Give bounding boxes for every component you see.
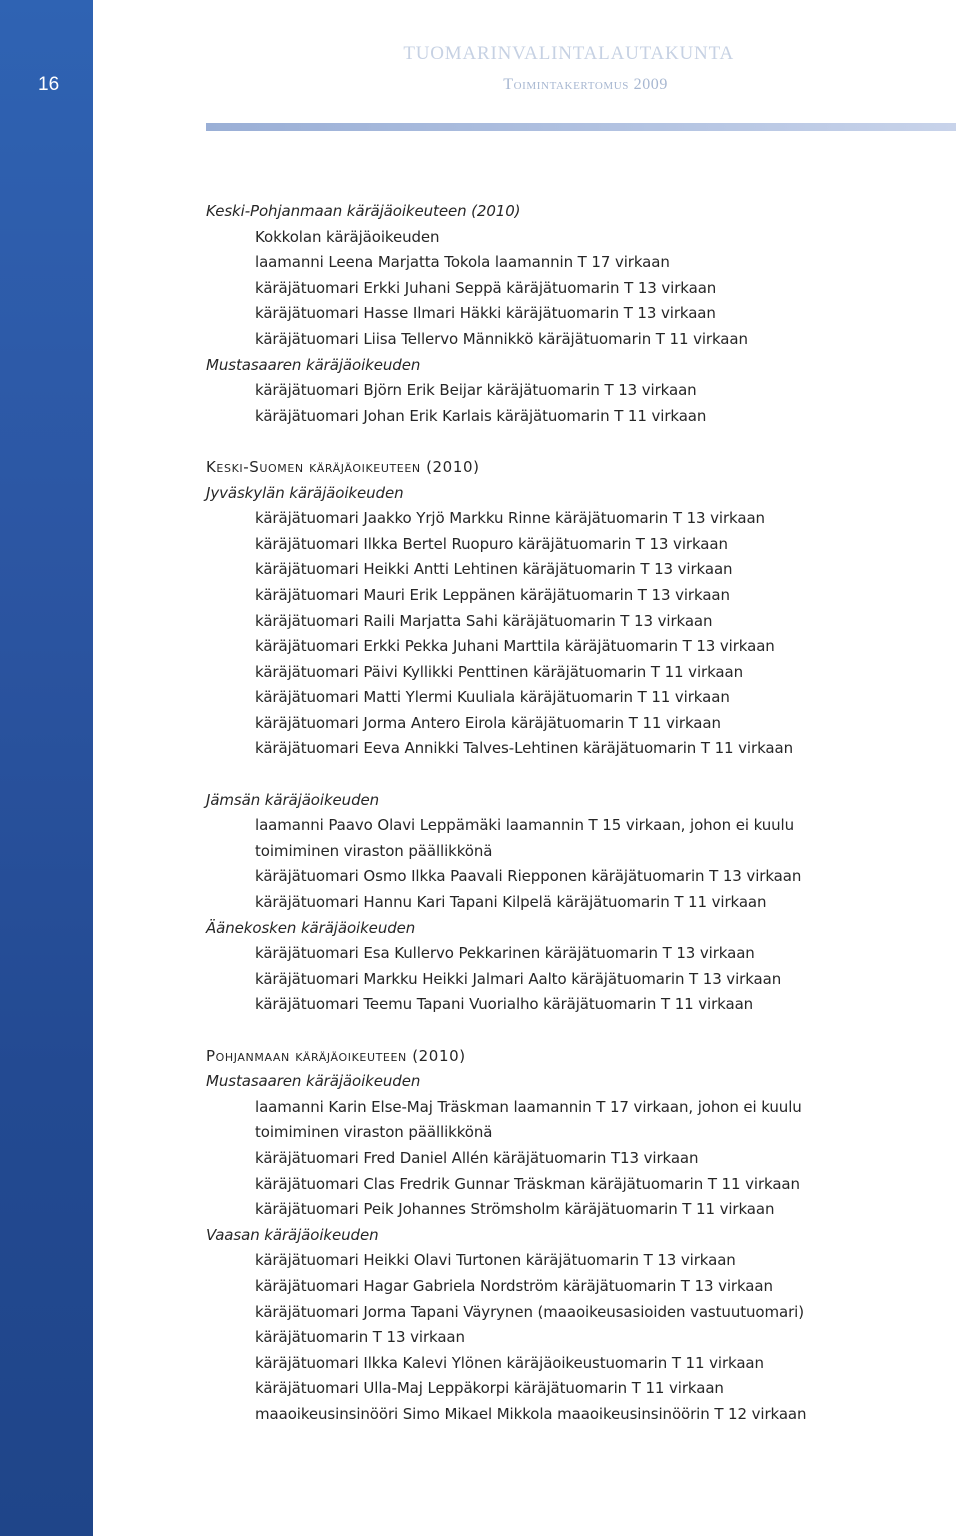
list-item: käräjätuomari Erkki Juhani Seppä käräjätuomarin T 13 virkaan bbox=[255, 278, 717, 297]
sidebar-band bbox=[0, 0, 93, 1536]
list-item: käräjätuomari Teemu Tapani Vuorialho käräjätuomarin T 11 virkaan bbox=[255, 995, 754, 1014]
list-item: käräjätuomari Markku Heikki Jalmari Aalto käräjätuomarin T 13 virkaan bbox=[255, 969, 782, 988]
list-item: laamanni Paavo Olavi Leppämäki laamannin T 15 virkaan, johon ei kuulu bbox=[255, 816, 794, 835]
content bbox=[206, 199, 946, 1428]
list-item: käräjätuomari Erkki Pekka Juhani Marttila käräjätuomarin T 13 virkaan bbox=[255, 637, 775, 656]
list-item: käräjätuomari Matti Ylermi Kuuliala käräjätuomarin T 11 virkaan bbox=[255, 688, 730, 707]
court-name: Jyväskylän käräjäoikeuden bbox=[206, 483, 404, 502]
page-number: 16 bbox=[38, 74, 60, 95]
list-item: käräjätuomari Ulla-Maj Leppäkorpi käräjätuomarin T 11 virkaan bbox=[255, 1379, 724, 1398]
spacer bbox=[206, 762, 946, 788]
list-item: käräjätuomari Hasse Ilmari Häkki käräjätuomarin T 13 virkaan bbox=[255, 304, 716, 323]
list-item: käräjätuomari Jorma Tapani Väyrynen (maaoikeusasioiden vastuutuomari) bbox=[255, 1302, 805, 1321]
list-item: toimiminen viraston päällikkönä bbox=[255, 1123, 493, 1142]
list-item: käräjätuomari Ilkka Kalevi Ylönen käräjäoikeustuomarin T 11 virkaan bbox=[255, 1353, 764, 1372]
court-name: Äänekosken käräjäoikeuden bbox=[206, 918, 416, 937]
header-report-title: Toimintakertomus 2009 bbox=[503, 76, 668, 93]
list-item: toimiminen viraston päällikkönä bbox=[255, 841, 493, 860]
list-item: käräjätuomari Jorma Antero Eirola käräjätuomarin T 11 virkaan bbox=[255, 713, 721, 732]
spacer bbox=[206, 429, 946, 455]
list-item: laamanni Karin Else-Maj Träskman laamannin T 17 virkaan, johon ei kuulu bbox=[255, 1097, 802, 1116]
header-organization: TUOMARINVALINTALAUTAKUNTA bbox=[403, 43, 734, 64]
list-item: käräjätuomari Osmo Ilkka Paavali Riepponen käräjätuomarin T 13 virkaan bbox=[255, 867, 802, 886]
spacer bbox=[206, 1018, 946, 1044]
list-item: käräjätuomari Heikki Olavi Turtonen käräjätuomarin T 13 virkaan bbox=[255, 1251, 736, 1270]
list-item: käräjätuomari Mauri Erik Leppänen käräjätuomarin T 13 virkaan bbox=[255, 585, 730, 604]
court-name: Jämsän käräjäoikeuden bbox=[206, 790, 380, 809]
list-item: käräjätuomari Hannu Kari Tapani Kilpelä käräjätuomarin T 11 virkaan bbox=[255, 893, 767, 912]
court-name: Mustasaaren käräjäoikeuden bbox=[206, 355, 421, 374]
court-name: Kokkolan käräjäoikeuden bbox=[255, 227, 440, 246]
section-title: Keski-Pohjanmaan käräjäoikeuteen (2010) bbox=[206, 202, 521, 220]
list-item: käräjätuomari Esa Kullervo Pekkarinen käräjätuomarin T 13 virkaan bbox=[255, 944, 755, 963]
section-title: Keski-Suomen käräjäoikeuteen (2010) bbox=[206, 457, 480, 476]
list-item: käräjätuomari Eeva Annikki Talves-Lehtinen käräjätuomarin T 11 virkaan bbox=[255, 739, 793, 758]
list-item: käräjätuomari Clas Fredrik Gunnar Träskman käräjätuomarin T 11 virkaan bbox=[255, 1174, 800, 1193]
list-item: maaoikeusinsinööri Simo Mikael Mikkola maaoikeusinsinöörin T 12 virkaan bbox=[255, 1404, 807, 1423]
court-name: Mustasaaren käräjäoikeuden bbox=[206, 1072, 421, 1091]
header-rule bbox=[206, 123, 956, 131]
list-item: käräjätuomari Hagar Gabriela Nordström käräjätuomarin T 13 virkaan bbox=[255, 1276, 773, 1295]
list-item: käräjätuomari Heikki Antti Lehtinen käräjätuomarin T 13 virkaan bbox=[255, 560, 733, 579]
list-item: käräjätuomari Jaakko Yrjö Markku Rinne käräjätuomarin T 13 virkaan bbox=[255, 509, 765, 528]
list-item: käräjätuomari Liisa Tellervo Männikkö käräjätuomarin T 11 virkaan bbox=[255, 329, 748, 348]
list-item: laamanni Leena Marjatta Tokola laamannin T 17 virkaan bbox=[255, 253, 670, 272]
list-item: käräjätuomarin T 13 virkaan bbox=[255, 1328, 465, 1347]
list-item: käräjätuomari Johan Erik Karlais käräjätuomarin T 11 virkaan bbox=[255, 406, 707, 425]
list-item: käräjätuomari Ilkka Bertel Ruopuro käräjätuomarin T 13 virkaan bbox=[255, 534, 728, 553]
list-item: käräjätuomari Björn Erik Beijar käräjätuomarin T 13 virkaan bbox=[255, 381, 697, 400]
list-item: käräjätuomari Peik Johannes Strömsholm käräjätuomarin T 11 virkaan bbox=[255, 1200, 775, 1219]
section-title: Pohjanmaan käräjäoikeuteen (2010) bbox=[206, 1046, 466, 1065]
court-name: Vaasan käräjäoikeuden bbox=[206, 1225, 379, 1244]
list-item: käräjätuomari Fred Daniel Allén käräjätuomarin T13 virkaan bbox=[255, 1148, 699, 1167]
list-item: käräjätuomari Raili Marjatta Sahi käräjätuomarin T 13 virkaan bbox=[255, 611, 713, 630]
list-item: käräjätuomari Päivi Kyllikki Penttinen käräjätuomarin T 11 virkaan bbox=[255, 662, 743, 681]
